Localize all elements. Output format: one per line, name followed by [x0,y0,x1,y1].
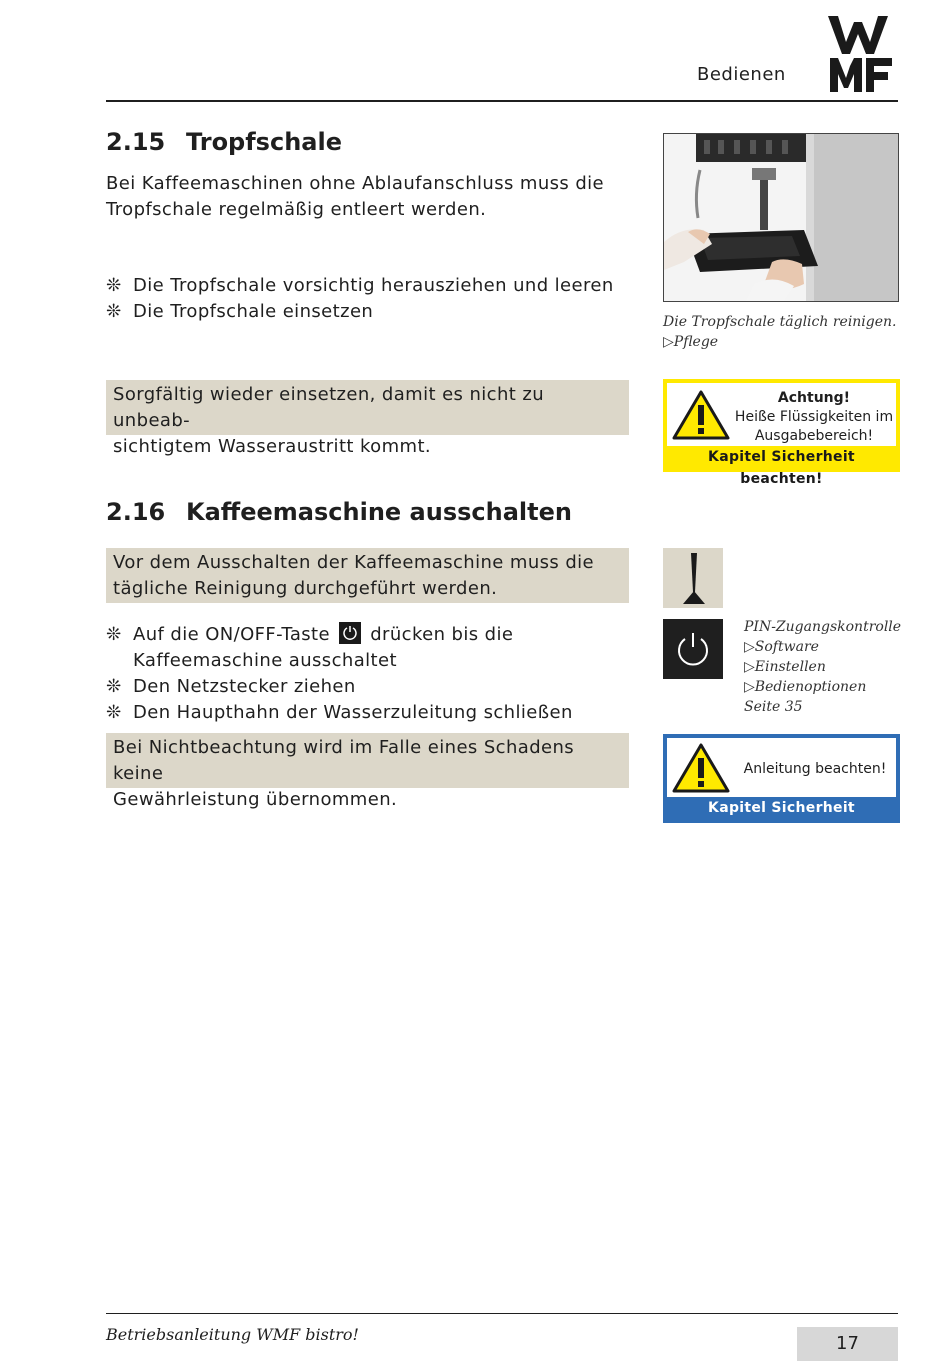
cross-reference-link[interactable]: ▷Pflege [663,334,719,350]
asterisk-bullet-icon: ❊ [106,676,122,697]
menu-path: PIN-Zugangskontrolle ▷Software ▷Einstellen ▷Bedienoptionen Seite 35 [744,617,924,717]
triangle-right-icon: ▷ [744,679,755,695]
triangle-right-icon: ▷ [744,639,755,655]
menu-path-item: ▷Software [744,639,819,655]
hot-liquid-warning [663,379,900,487]
footer-rule [106,1313,898,1314]
header-rule [106,100,898,102]
exclamation-icon [663,548,723,608]
note-box: Vor dem Ausschalten der Kaffeemaschine muss die tägliche Reinigung durchgeführt werden. [106,548,629,603]
section-heading-2-16: 2.16 Kaffeemaschine ausschalten [106,498,572,526]
wmf-logo [828,16,894,94]
warning-message: Achtung! Heiße Flüssigkeiten im Ausgabebereich! [734,390,894,444]
section-heading-2-15: 2.15 Tropfschale [106,128,342,156]
triangle-right-icon: ▷ [744,659,755,675]
warning-message: Anleitung beachten! [743,761,887,777]
section-intro: Bei Kaffeemaschinen ohne Ablaufanschluss muss die Tropfschale regelmäßig entleert werden. [106,173,605,220]
drip-tray-photo [663,133,899,302]
list-item: ❊ Die Tropfschale einsetzen [106,299,646,325]
asterisk-bullet-icon: ❊ [106,624,122,645]
asterisk-bullet-icon: ❊ [106,702,122,723]
note-box: Sorgfältig wieder einsetzen, damit es nicht zu unbeab- sichtigtem Wasseraustritt kommt. [106,380,629,435]
manual-title: Betriebsanleitung WMF bistro! [106,1325,359,1344]
warning-triangle-icon [671,389,731,441]
power-button-icon [339,622,361,644]
asterisk-bullet-icon: ❊ [106,301,122,322]
warning-triangle-icon [671,742,731,794]
step-list-2-16 [106,622,646,726]
triangle-right-icon: ▷ [663,334,674,350]
running-header: Bedienen [697,64,786,85]
menu-path-item: ▷Bedienoptionen [744,679,867,695]
list-item: ❊ Die Tropfschale vorsichtig herausziehen und leeren [106,273,646,299]
power-icon [663,619,723,679]
warning-footer: Kapitel Sicherheit beachten! [667,797,896,819]
step-list-2-15 [106,273,646,325]
list-item: ❊ Den Netzstecker ziehen [106,674,646,700]
page-number: 17 [797,1327,898,1361]
asterisk-bullet-icon: ❊ [106,275,122,296]
note-box: Bei Nichtbeachtung wird im Falle eines Schadens keine Gewährleistung übernommen. [106,733,629,788]
list-item: ❊ Auf die ON/OFF-Taste drücken bis die Kaffeemaschine ausschaltet [106,624,514,671]
warning-footer: Kapitel Sicherheit beachten! [667,446,896,468]
photo-caption: Die Tropfschale täglich reinigen. ▷Pflege [663,312,923,352]
list-item: ❊ Den Haupthahn der Wasserzuleitung schließen [106,700,646,726]
menu-path-item: ▷Einstellen [744,659,826,675]
instructions-warning [663,734,900,838]
